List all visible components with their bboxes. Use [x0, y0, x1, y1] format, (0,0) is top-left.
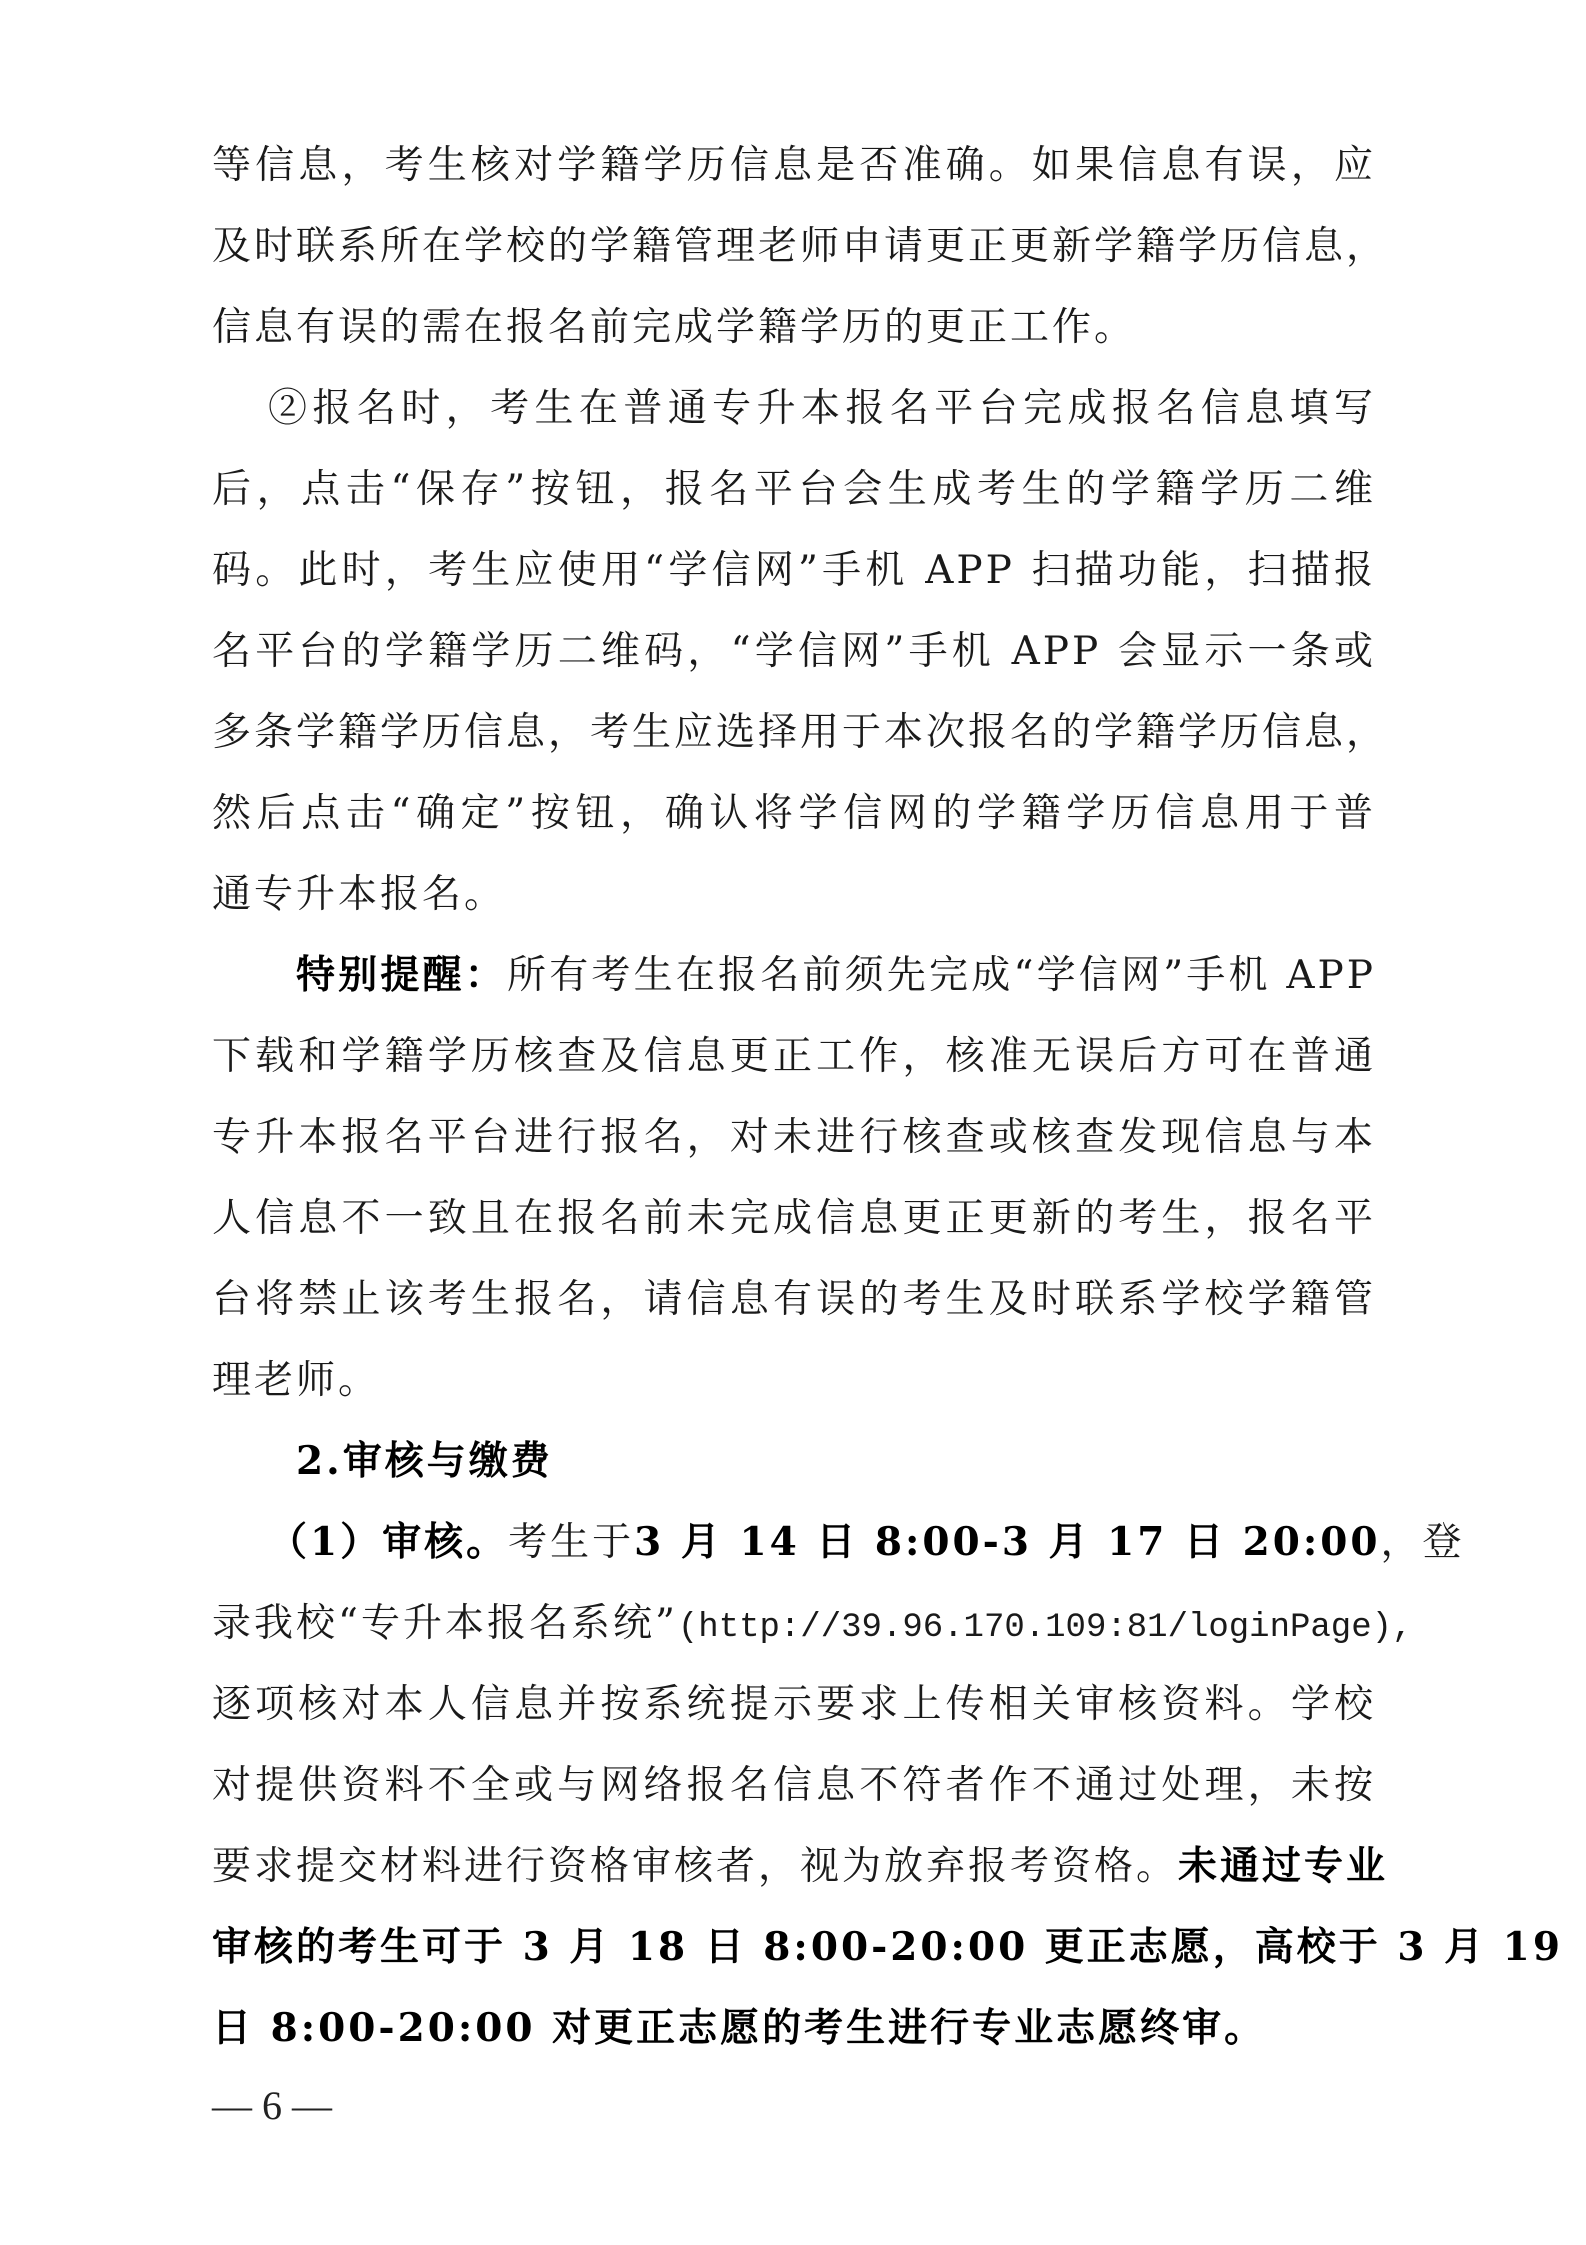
- review-text-end: ，登: [1380, 1520, 1465, 1565]
- reminder-first-line: [212, 935, 1376, 1016]
- text-line: 对提供资料不全或与网络报名信息不符者作不通过处理，未按: [212, 1763, 1376, 1808]
- review-bold-text: 未通过专业: [1178, 1843, 1389, 1889]
- bold-text-line: 审核的考生可于 3 月 18 日 8:00-20:00 更正志愿，高校于 3 月 19: [212, 1924, 1563, 1970]
- text-line: 理老师。: [212, 1358, 381, 1403]
- text-line: 等信息，考生核对学籍学历信息是否准确。如果信息有误，应: [212, 143, 1376, 188]
- text-line: 名平台的学籍学历二维码，“学信网”手机 APP 会显示一条或: [212, 629, 1376, 674]
- text-line: 及时联系所在学校的学籍管理老师申请更正更新学籍学历信息，: [212, 224, 1389, 269]
- reminder-label: 特别提醒：: [296, 952, 508, 998]
- text-line: ②报名时，考生在普通专升本报名平台完成报名信息填写: [268, 386, 1376, 431]
- text-line: 下载和学籍学历核查及信息更正工作，核准无误后方可在普通: [212, 1034, 1376, 1079]
- system-name-text: 录我校“专升本报名系统”: [212, 1601, 678, 1646]
- text-line: 台将禁止该考生报名，请信息有误的考生及时联系学校学籍管: [212, 1277, 1376, 1322]
- document-page: [212, 125, 1563, 2069]
- page-number: — 6 —: [212, 2083, 332, 2128]
- section-heading: 2.审核与缴费: [296, 1438, 553, 1484]
- review-text: 考生于: [508, 1520, 635, 1565]
- bold-text-line: 日 8:00-20:00 对更正志愿的考生进行专业志愿终审。: [212, 2005, 1267, 2051]
- text-line: 逐项核对本人信息并按系统提示要求上传相关审核资料。学校: [212, 1682, 1376, 1727]
- review-first-line: [212, 1502, 1465, 1583]
- text-line: 通专升本报名。: [212, 872, 507, 917]
- review-label: （1）审核。: [268, 1519, 509, 1565]
- text-line: 后，点击“保存”按钮，报名平台会生成考生的学籍学历二维: [212, 467, 1376, 512]
- review-text: 要求提交材料进行资格审核者，视为放弃报考资格。: [212, 1844, 1179, 1889]
- review-url-line: [212, 1583, 1413, 1664]
- text-line: 人信息不一致且在报名前未完成信息更正更新的考生，报名平: [212, 1196, 1376, 1241]
- reminder-text: 所有考生在报名前须先完成“学信网”手机 APP: [507, 953, 1376, 998]
- review-line-5: [212, 1826, 1389, 1907]
- text-line: 码。此时，考生应使用“学信网”手机 APP 扫描功能，扫描报: [212, 548, 1376, 593]
- text-line: 信息有误的需在报名前完成学籍学历的更正工作。: [212, 305, 1137, 350]
- text-line: 多条学籍学历信息，考生应选择用于本次报名的学籍学历信息，: [212, 710, 1389, 755]
- review-date-range: 3 月 14 日 8:00-3 月 17 日 20:00: [634, 1519, 1381, 1565]
- text-line: 然后点击“确定”按钮，确认将学信网的学籍学历信息用于普: [212, 791, 1376, 836]
- login-url-link[interactable]: (http://39.96.170.109:81/loginPage),: [677, 1609, 1413, 1647]
- text-line: 专升本报名平台进行报名，对未进行核查或核查发现信息与本: [212, 1115, 1376, 1160]
